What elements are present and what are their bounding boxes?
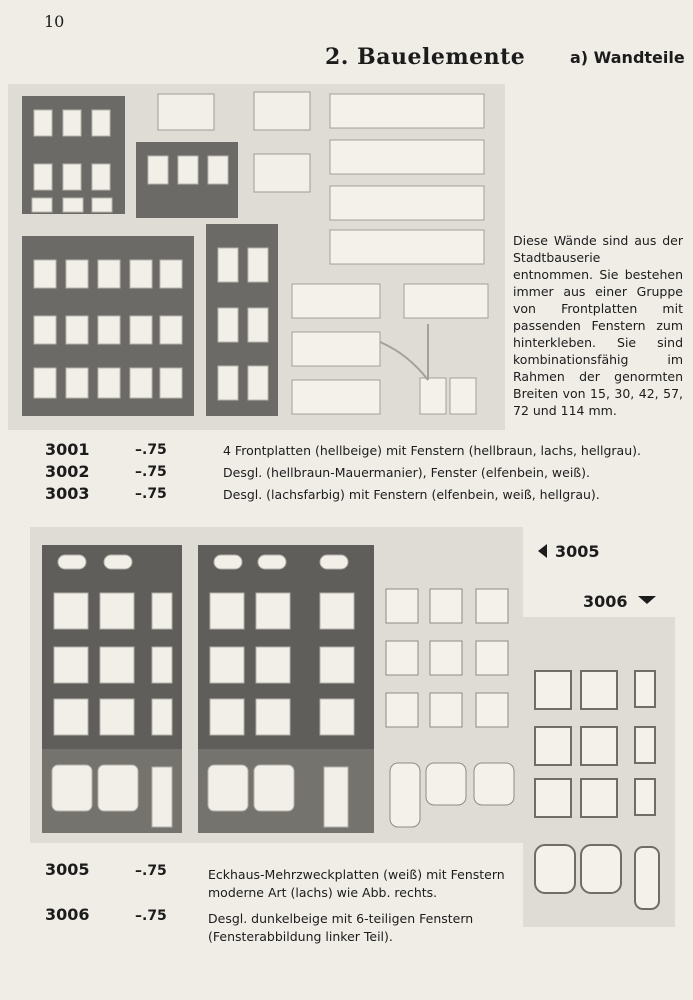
window-sprue-photo: [523, 617, 675, 927]
arrow-left-icon: [538, 544, 547, 558]
price: –.75: [135, 863, 167, 879]
item-description: Desgl. (hellbraun-Mauermanier), Fenster (elfenbein, weiß).: [223, 465, 591, 480]
section-title: 2. Bauelemente: [325, 44, 526, 70]
corner-house-panels-illustration: [30, 527, 523, 843]
article-number: 3001: [45, 440, 90, 459]
item-description: Desgl. dunkelbeige mit 6-teiligen Fenstern (Fensterabbildung linker Teil).: [208, 911, 474, 944]
price: –.75: [135, 464, 167, 480]
description-text: Diese Wände sind aus der Stadtbauserie entnommen. Sie bestehen immer aus einer Gruppe von Frontplatten mit passenden Fenstern zum hinterkleben. Sie sind kombinationsfähig im Rahmen der genormten Breiten von 15, 30, 42, 57, 72 und 114 mm.: [513, 233, 683, 418]
price: –.75: [135, 486, 167, 502]
marker-3005: [538, 542, 600, 561]
wall-panels-illustration: [8, 84, 505, 430]
marker-3006: [583, 592, 656, 611]
price: –.75: [135, 908, 167, 924]
item-description: 4 Frontplatten (hellbeige) mit Fenstern (hellbraun, lachs, hellgrau).: [223, 443, 641, 458]
item-description: Desgl. (lachsfarbig) mit Fenstern (elfenbein, weiß, hellgrau).: [223, 487, 600, 502]
list-item: [45, 462, 685, 484]
subsection-title: a) Wandteile: [570, 48, 685, 67]
article-number: 3003: [45, 484, 90, 503]
wall-parts-photo-bottom: [30, 527, 523, 843]
price: –.75: [135, 442, 167, 458]
page-number: 10: [44, 12, 65, 31]
list-item: [45, 484, 685, 506]
marker-3005-label: 3005: [555, 542, 600, 561]
item-description: Eckhaus-Mehrzweckplatten (weiß) mit Fenstern moderne Art (lachs) wie Abb. rechts.: [208, 867, 505, 900]
article-number: 3006: [45, 905, 90, 924]
article-number: 3005: [45, 860, 90, 879]
list-item: [45, 440, 685, 462]
arrow-down-icon: [638, 596, 656, 604]
window-sprue-illustration: [523, 617, 675, 927]
marker-3006-label: 3006: [583, 592, 628, 611]
article-number: 3002: [45, 462, 90, 481]
wall-parts-photo-top: [8, 84, 505, 430]
